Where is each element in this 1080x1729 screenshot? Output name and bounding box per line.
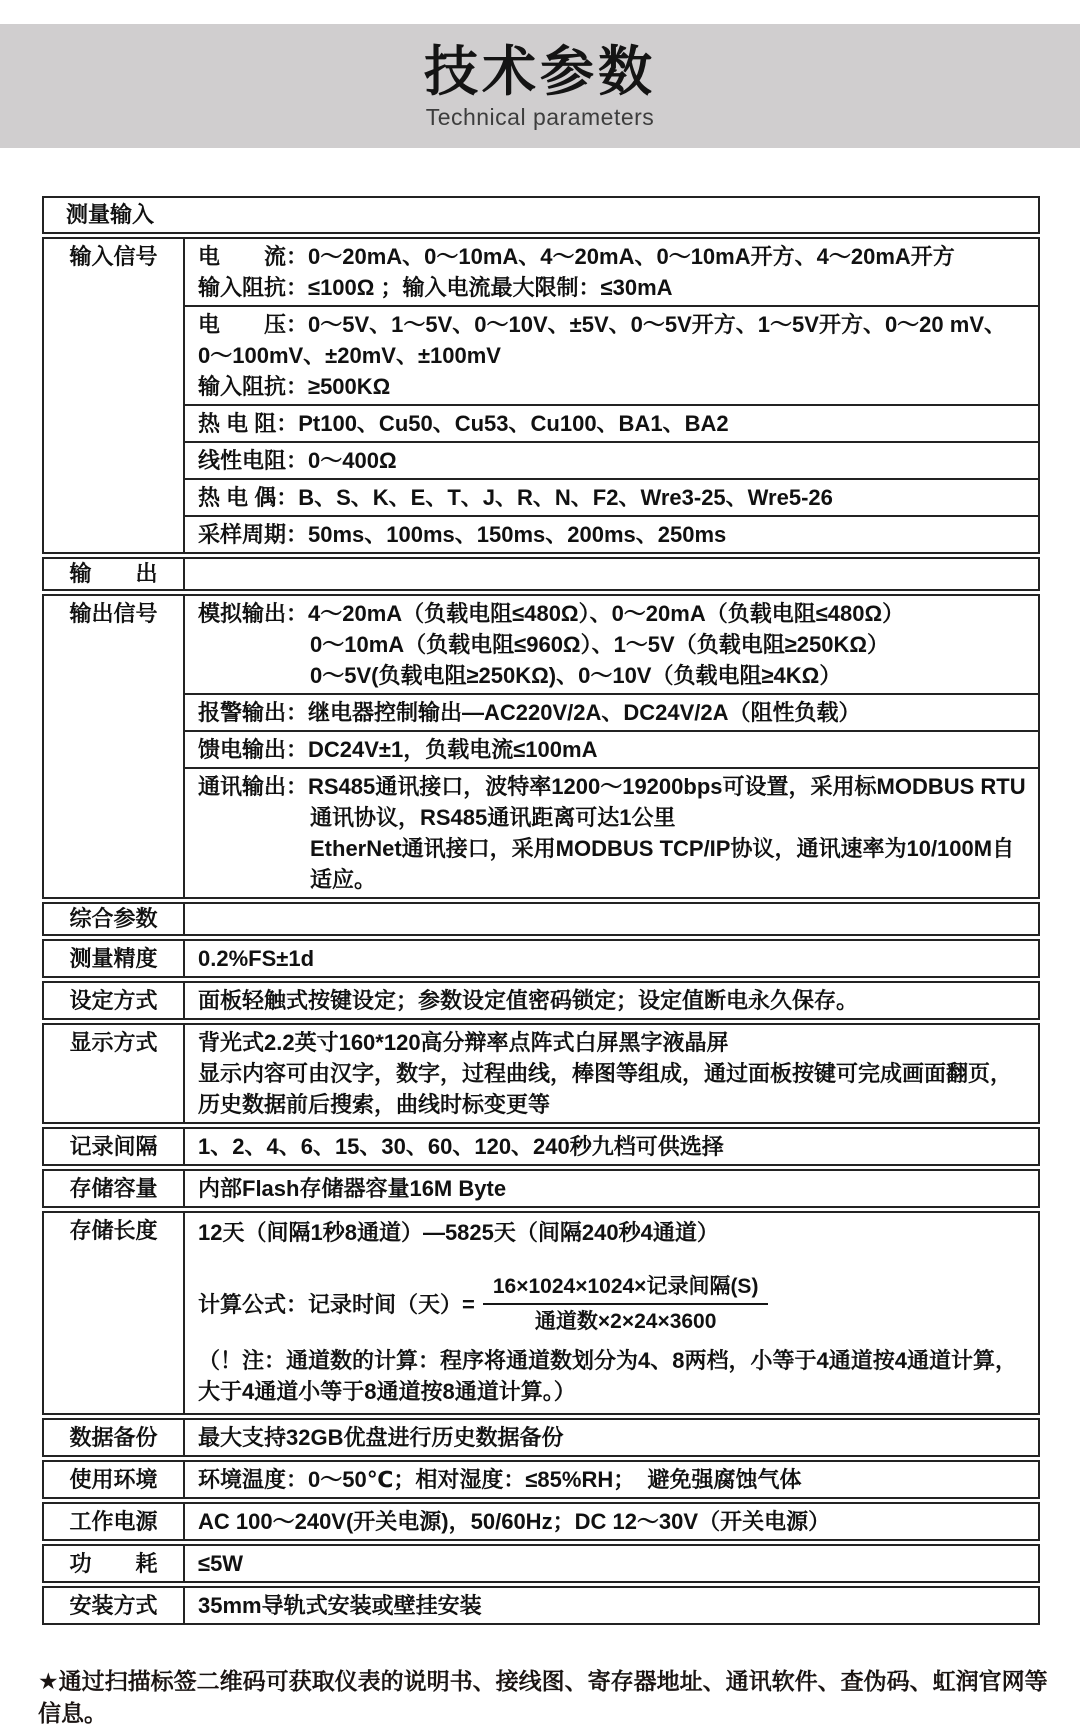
row-label: 测量精度 — [44, 941, 185, 976]
spec-line: 35mm导轨式安装或壁挂安装 — [198, 1593, 482, 1618]
spec-line: 电 压：0～5V、1～5V、0～10V、±5V、0～5V开方、1～5V开方、0～20 mV、 — [198, 312, 1006, 337]
row-label: 使用环境 — [44, 1462, 185, 1497]
table-row-installation — [42, 1586, 1040, 1625]
spec-line: 模拟输出：4～20mA（负载电阻≤480Ω）、0～20mA（负载电阻≤480Ω） — [198, 601, 905, 626]
row-label: 输出信号 — [44, 596, 185, 897]
spec-line: 0.2%FS±1d — [198, 946, 315, 971]
spec-line: 热 电 偶：B、S、K、E、T、J、R、N、F2、Wre3-25、Wre5-26 — [198, 485, 833, 510]
row-label: 数据备份 — [44, 1420, 185, 1455]
spec-line: 热 电 阻：Pt100、Cu50、Cu53、Cu100、BA1、BA2 — [198, 411, 729, 436]
spacer — [198, 1248, 1032, 1270]
table-row-input-signal — [42, 237, 1040, 554]
row-label: 功 耗 — [44, 1546, 185, 1581]
formula-note-line: 大于4通道小等于8通道按8通道计算。） — [198, 1379, 576, 1404]
row-content — [185, 1025, 1038, 1122]
spec-line: 报警输出：继电器控制输出—AC220V/2A、DC24V/2A（阻性负载） — [198, 700, 861, 725]
spec-line: AC 100～240V(开关电源)，50/60Hz；DC 12～30V（开关电源） — [198, 1509, 831, 1534]
table-row-measure-input — [42, 196, 1040, 234]
page-title: 技术参数 — [424, 41, 656, 102]
table-row-output-signal — [42, 594, 1040, 899]
spec-line: 环境温度：0～50℃；相对湿度：≤85%RH； 避免强腐蚀气体 — [198, 1467, 802, 1492]
spec-line: 历史数据前后搜索，曲线时标变更等 — [198, 1092, 551, 1117]
formula-denominator: 通道数×2×24×3600 — [534, 1310, 717, 1333]
row-content — [185, 1420, 1038, 1455]
row-label: 记录间隔 — [44, 1129, 185, 1164]
subcell-alarm-output — [185, 693, 1038, 730]
row-content — [185, 983, 1038, 1018]
storage-range-line: 12天（间隔1秒8通道）—5825天（间隔240秒4通道） — [198, 1220, 719, 1245]
subcell-thermocouple — [185, 478, 1038, 515]
row-label: 存储长度 — [44, 1213, 185, 1413]
row-label: 输入信号 — [44, 239, 185, 552]
spec-line: 通讯协议，RS485通讯距离可达1公里 — [310, 805, 676, 830]
spec-line: 0～100mV、±20mV、±100mV — [198, 343, 501, 368]
spec-line: 1、2、4、6、15、30、60、120、240秒九档可供选择 — [198, 1134, 724, 1159]
footer-note: ★通过扫描标签二维码可获取仪表的说明书、接线图、寄存器地址、通讯软件、查伪码、虹润官网等信息。 — [38, 1668, 1048, 1726]
table-row-accuracy — [42, 939, 1040, 978]
row-content — [185, 1462, 1038, 1497]
formula-numerator: 16×1024×1024×记录间隔(S) — [483, 1274, 769, 1305]
spec-line: 显示内容可由汉字，数字，过程曲线，棒图等组成，通过面板按键可完成画面翻页， — [198, 1061, 1013, 1086]
row-content — [185, 1588, 1038, 1623]
spec-line: 采样周期：50ms、100ms、150ms、200ms、250ms — [198, 522, 727, 547]
spec-line: 线性电阻：0～400Ω — [198, 448, 397, 473]
spec-line: 最大支持32GB优盘进行历史数据备份 — [198, 1425, 564, 1450]
table-row-display-method — [42, 1023, 1040, 1124]
spec-line: 背光式2.2英寸160*120高分辩率点阵式白屏黑字液晶屏 — [198, 1030, 729, 1055]
record-time-formula — [198, 1274, 1032, 1335]
row-content — [185, 941, 1038, 976]
table-row-record-interval — [42, 1127, 1040, 1166]
spec-line: 0～5V(负载电阻≥250KΩ)、0～10V（负载电阻≥4KΩ） — [310, 663, 842, 688]
subcell-linear-resistance — [185, 441, 1038, 478]
spec-line: 电 流：0～20mA、0～10mA、4～20mA、0～10mA开方、4～20mA开方 — [198, 244, 955, 269]
table-row-output-section — [42, 557, 1040, 591]
row-content — [185, 239, 1038, 552]
table-row-power-consumption — [42, 1544, 1040, 1583]
subcell-analog-output — [185, 596, 1038, 693]
spec-line: 输入阻抗：≥500KΩ — [198, 374, 391, 399]
table-row-storage-capacity — [42, 1169, 1040, 1208]
table-row-storage-length — [42, 1211, 1040, 1415]
row-label: 工作电源 — [44, 1504, 185, 1539]
section-label: 综合参数 — [44, 904, 185, 934]
section-label: 测量输入 — [66, 202, 155, 227]
subcell-comm-output — [185, 767, 1038, 897]
formula-fraction — [483, 1274, 769, 1335]
formula-note-line: （！注：通道数的计算：程序将通道数划分为4、8两档，小等于4通道按4通道计算， — [198, 1348, 1017, 1373]
row-content — [185, 1546, 1038, 1581]
table-row-data-backup — [42, 1418, 1040, 1457]
row-content — [185, 1171, 1038, 1206]
title-band — [0, 24, 1080, 148]
page-subtitle: Technical parameters — [425, 103, 655, 130]
row-content — [185, 1129, 1038, 1164]
spec-line: 通讯输出：RS485通讯接口，波特率1200～19200bps可设置，采用标MODBUS RTU — [198, 774, 1026, 799]
row-content — [185, 596, 1038, 897]
spec-line: EtherNet通讯接口，采用MODBUS TCP/IP协议，通讯速率为10/100M自适应。 — [310, 836, 1015, 892]
spec-line: 面板轻触式按键设定；参数设定值密码锁定；设定值断电永久保存。 — [198, 988, 859, 1013]
spec-table — [42, 196, 1040, 1625]
subcell-sampling-period — [185, 515, 1038, 552]
subcell-voltage — [185, 305, 1038, 404]
table-row-setting-method — [42, 981, 1040, 1020]
row-label: 设定方式 — [44, 983, 185, 1018]
spec-line: 内部Flash存储器容量16M Byte — [198, 1176, 507, 1201]
row-label: 存储容量 — [44, 1171, 185, 1206]
table-row-power-supply — [42, 1502, 1040, 1541]
subcell-current — [185, 239, 1038, 305]
row-content — [185, 1504, 1038, 1539]
row-content-empty — [185, 904, 1038, 934]
spec-line: ≤5W — [198, 1551, 244, 1576]
table-row-general-section — [42, 902, 1040, 936]
section-label: 输 出 — [44, 559, 185, 589]
row-content — [185, 1213, 1038, 1413]
formula-prefix: 计算公式：记录时间（天）= — [198, 1292, 475, 1317]
row-label: 安装方式 — [44, 1588, 185, 1623]
spec-line: 馈电输出：DC24V±1，负载电流≤100mA — [198, 737, 598, 762]
subcell-feed-output — [185, 730, 1038, 767]
subcell-rtd — [185, 404, 1038, 441]
spec-line: 输入阻抗：≤100Ω ；输入电流最大限制：≤30mA — [198, 275, 673, 300]
table-row-environment — [42, 1460, 1040, 1499]
spec-line: 0～10mA（负载电阻≤960Ω）、1～5V（负载电阻≥250KΩ） — [310, 632, 890, 657]
row-label: 显示方式 — [44, 1025, 185, 1122]
row-content-empty — [185, 559, 1038, 589]
